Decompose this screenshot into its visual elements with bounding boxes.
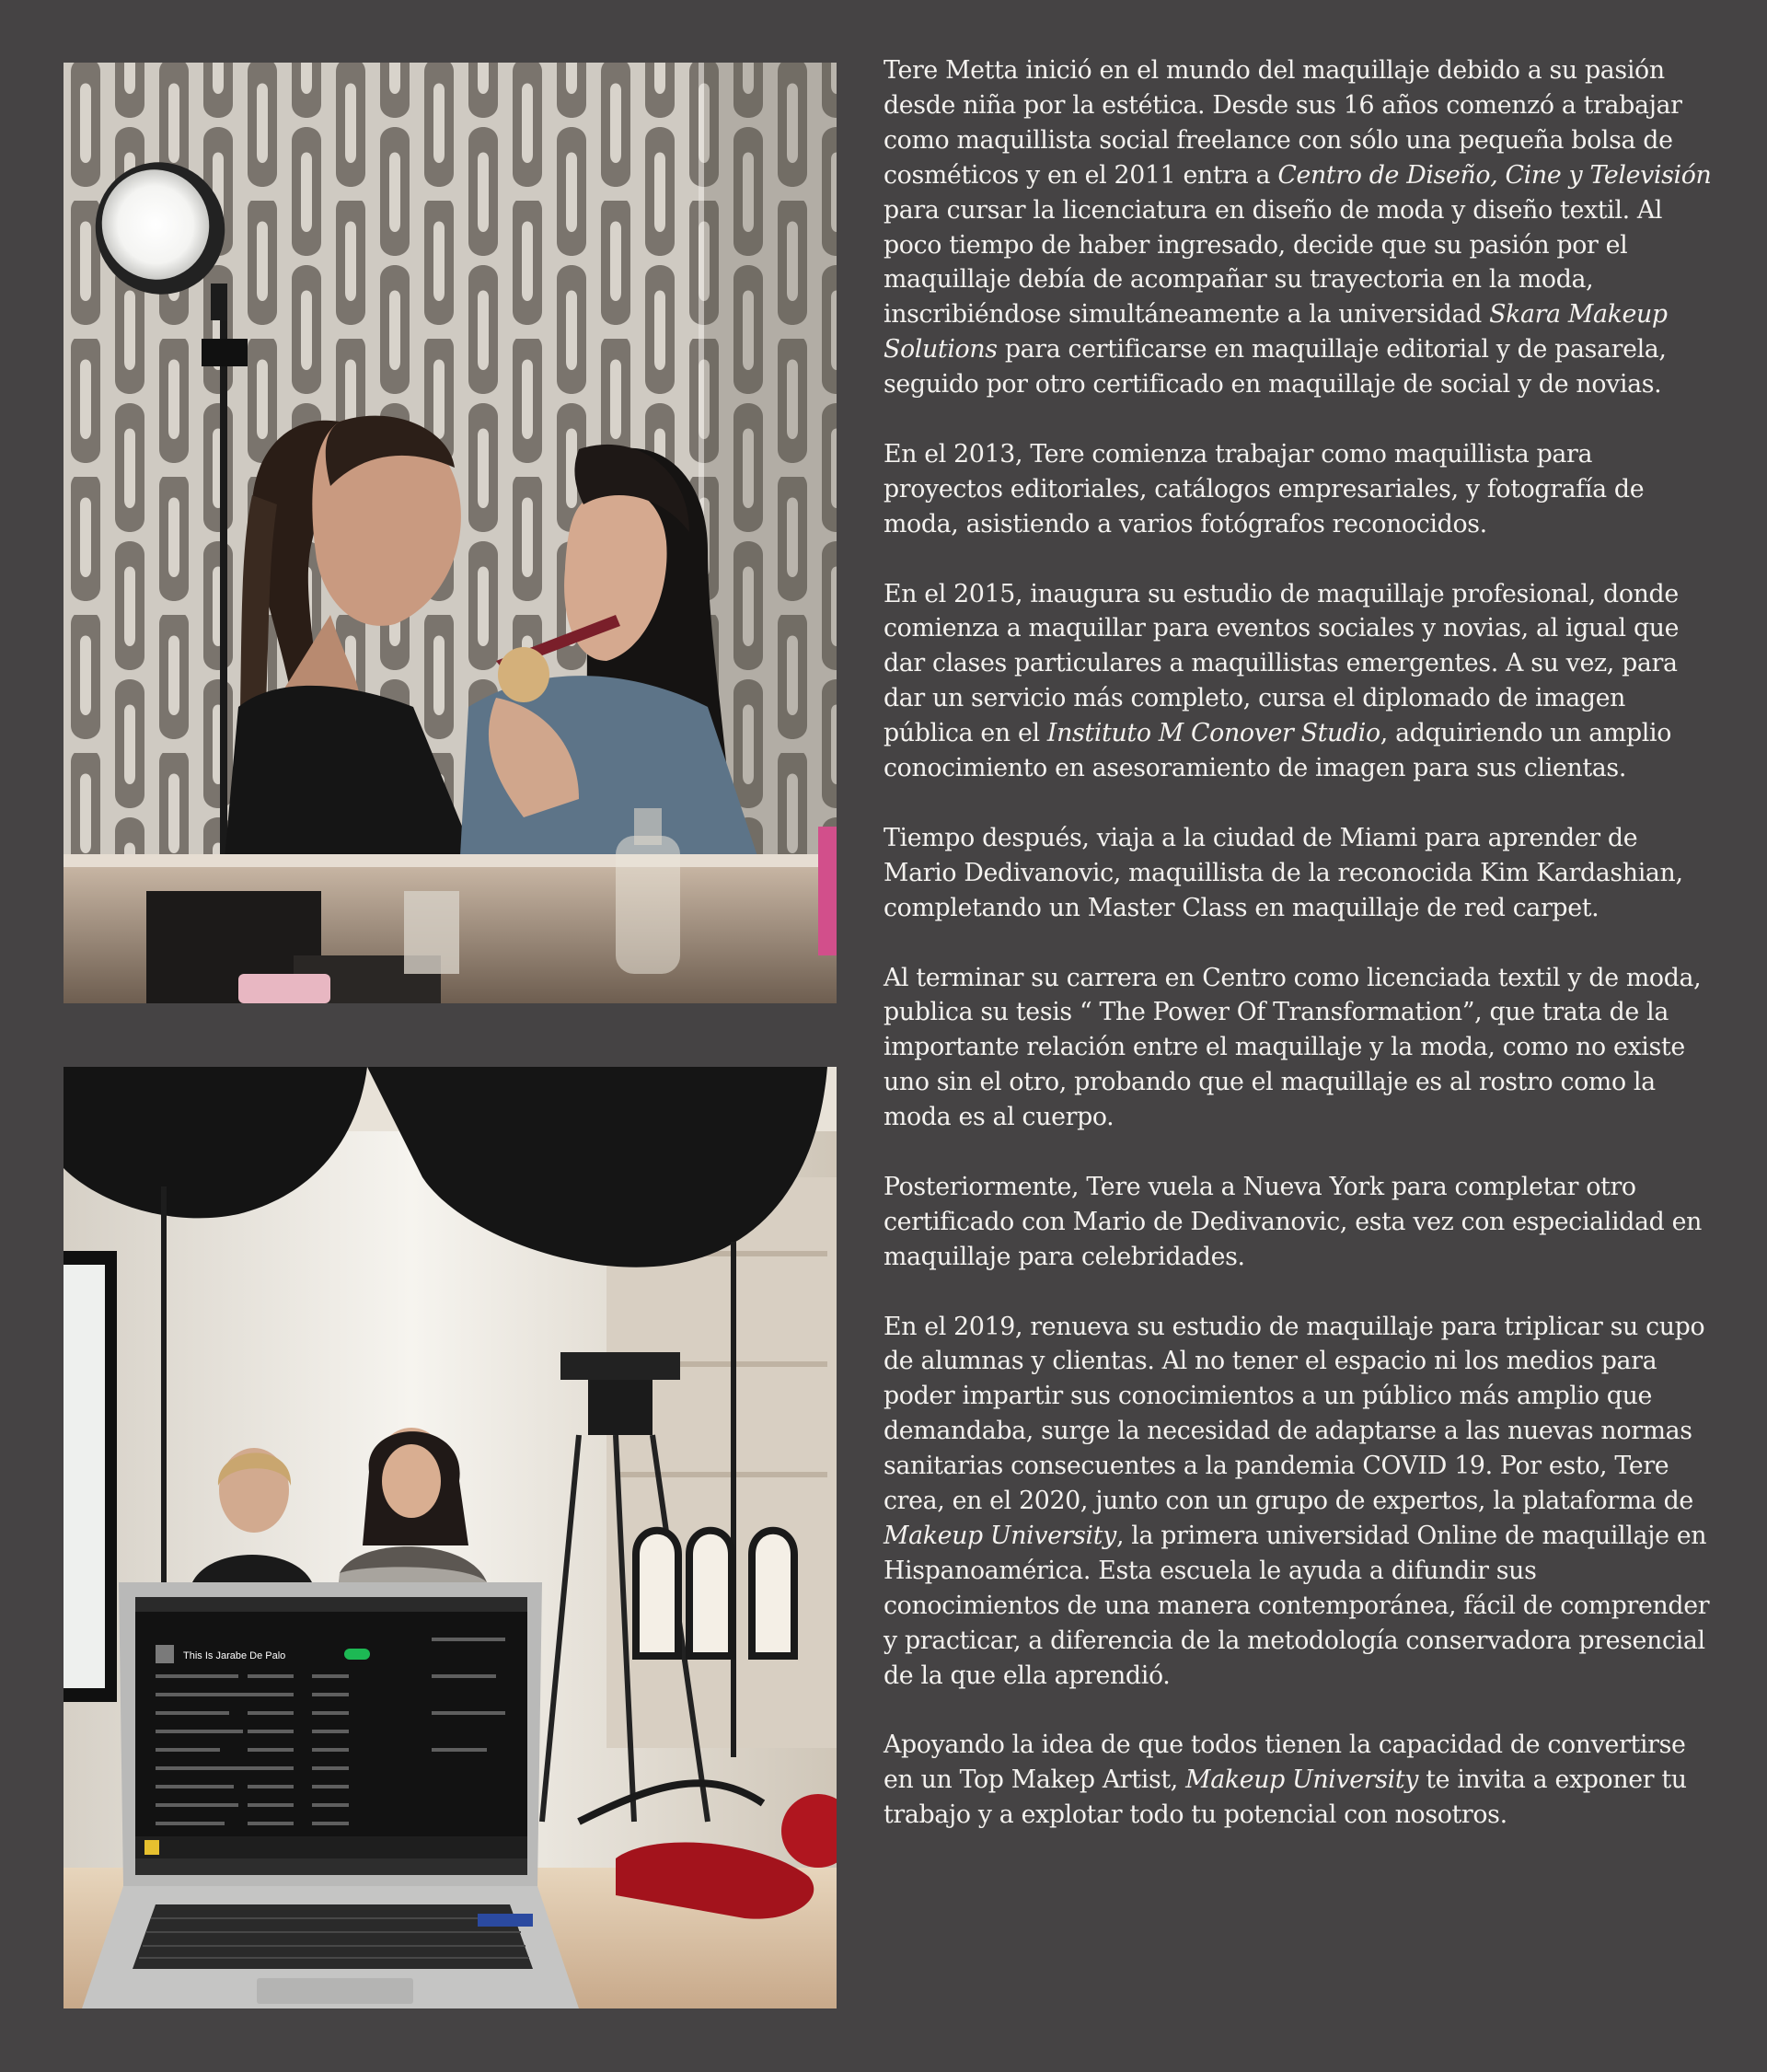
paragraph-8 <box>884 1728 1712 1833</box>
photo-studio-laptop <box>64 1067 837 2008</box>
paragraph-8-makeup-university: Makeup University <box>1185 1765 1419 1795</box>
paragraph-3 <box>884 577 1712 786</box>
paragraph-8-text-b: te invita a exponer tu trabajo y a explotar todo tu potencial con nosotros. <box>884 1765 1687 1830</box>
paragraph-7 <box>884 1310 1712 1694</box>
paragraph-4: Tiempo después, viaja a la ciudad de Miami para aprender de Mario Dedivanovic, maquillista de la reconocida Kim Kardashian, completando un Master Class en maquillaje de red carpet. <box>884 823 1683 922</box>
photo-makeup-scene <box>64 63 837 1003</box>
paragraph-3-institution-conover: Instituto M Conover Studio <box>1046 719 1380 748</box>
photo-makeup-artist-at-work <box>64 63 837 1003</box>
paragraph-8-text-a: Apoyando la idea de que todos tienen la capacidad de convertirse en un Top Makep Artist, <box>884 1731 1686 1795</box>
photo-studio-scene <box>64 1067 837 2008</box>
paragraph-6: Posteriormente, Tere vuela a Nueva York para completar otro certificado con Mario de Dedivanovic, esta vez con especialidad en maquillaje para celebridades. <box>884 1172 1703 1271</box>
paragraph-3-text-b: , adquiriendo un amplio conocimiento en asesoramiento de imagen para sus clientas. <box>884 719 1671 783</box>
paragraph-1-institution-centro: Centro de Diseño, Cine y Televisión <box>1277 160 1712 190</box>
paragraph-7-text-a: En el 2019, renueva su estudio de maquillaje para triplicar su cupo de alumnas y clientas. Al no tener el espacio ni los medios para poder impartir sus conocimientos a un público más amplio que demandaba, surge la necesidad de adaptarse a las nuevas normas sanitarias consecuentes a la pandemia COVID 19. Por esto, Tere crea, en el 2020, junto con un grupo de expertos, la plataforma de <box>884 1312 1705 1516</box>
paragraph-3-text-a: En el 2015, inaugura su estudio de maquillaje profesional, donde comienza a maquillar para eventos sociales y novias, al igual que dar clases particulares a maquillistas emergentes. A su vez, para dar un servicio más completo, cursa el diplomado de imagen pública en el <box>884 579 1680 748</box>
paragraph-7-makeup-university: Makeup University <box>884 1521 1116 1550</box>
paragraph-2: En el 2013, Tere comienza trabajar como maquillista para proyectos editoriales, catálogos empresariales, y fotografía de moda, asistiendo a varios fotógrafos reconocidos. <box>884 439 1645 538</box>
paragraph-1-text-c: para certificarse en maquillaje editorial y de pasarela, seguido por otro certificado en maquillaje de social y de novias. <box>884 335 1667 399</box>
article-body <box>884 53 1712 1868</box>
paragraph-1 <box>884 53 1712 402</box>
paragraph-7-text-b: , la primera universidad Online de maquillaje en Hispanoamérica. Esta escuela le ayuda a difundir sus conocimientos de una manera contemporánea, fácil de comprender y practicar, a diferencia de la metodología conservadora presencial de la que ella aprendió. <box>884 1521 1710 1690</box>
paragraph-1-institution-skara: Skara Makeup Solutions <box>884 300 1668 365</box>
paragraph-5: Al terminar su carrera en Centro como licenciada textil y de moda, publica su tesis “ The Power Of Transformation”, que trata de la importante relación entre el maquillaje y la moda, como no existe uno sin el otro, probando que el maquillaje es al rostro como la moda es al cuerpo. <box>884 963 1702 1132</box>
paragraph-1-text-b: para cursar la licenciatura en diseño de moda y diseño textil. Al poco tiempo de haber ingresado, decide que su pasión por el maquillaje debía de acompañar su trayectoria en la moda, inscribiéndose simultáneamente a la universidad <box>884 195 1663 330</box>
paragraph-1-text-a: Tere Metta inició en el mundo del maquillaje debido a su pasión desde niña por la estética. Desde sus 16 años comenzó a trabajar como maquillista social freelance con sólo una pequeña bolsa de cosméticos y en el 2011 entra a <box>884 56 1682 190</box>
laptop-screen-title: This Is Jarabe De Palo <box>183 1650 286 1661</box>
